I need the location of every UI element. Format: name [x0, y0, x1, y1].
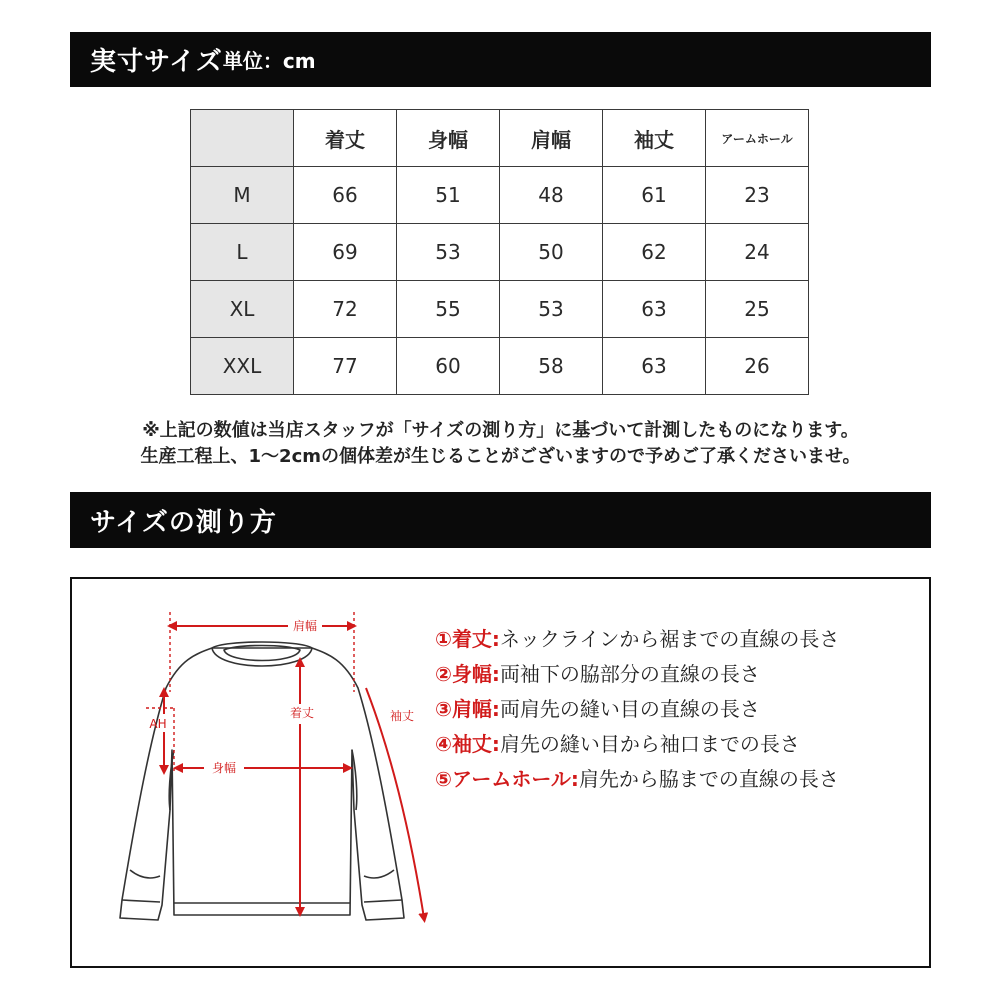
- column-header: アームホール: [706, 110, 809, 167]
- legend-item: [435, 622, 839, 657]
- legend-item: [435, 762, 839, 797]
- size-header-title: 実寸サイズ: [90, 47, 223, 77]
- legend-item: [435, 727, 839, 762]
- table-cell: 55: [397, 281, 500, 338]
- legend-desc: 両肩先の縫い目の直線の長さ: [499, 697, 760, 721]
- table-cell: 24: [706, 224, 809, 281]
- size-label: L: [191, 224, 294, 281]
- length-label: 着丈: [289, 706, 315, 720]
- column-header: 身幅: [397, 110, 500, 167]
- legend-number: ①: [435, 627, 452, 651]
- table-cell: 63: [603, 281, 706, 338]
- note-line-2: 生産工程上、1〜2cmの個体差が生じることがございますので予めご了承くださいませ。: [140, 446, 861, 467]
- table-row: [191, 338, 809, 395]
- size-label: XXL: [191, 338, 294, 395]
- column-header: 着丈: [294, 110, 397, 167]
- shoulder-width-label: 肩幅: [292, 619, 318, 633]
- legend-item: [435, 692, 839, 727]
- column-header: 袖丈: [603, 110, 706, 167]
- table-cell: 61: [603, 167, 706, 224]
- table-cell: 48: [500, 167, 603, 224]
- guide-lines: [146, 612, 354, 772]
- table-cell: 66: [294, 167, 397, 224]
- table-cell: 51: [397, 167, 500, 224]
- sweater-diagram: [100, 600, 440, 960]
- table-cell: 77: [294, 338, 397, 395]
- legend-number: ④: [435, 732, 452, 756]
- legend-number: ⑤: [435, 767, 452, 791]
- howto-header-banner: [70, 492, 931, 548]
- table-cell: 72: [294, 281, 397, 338]
- size-header-banner: [70, 32, 931, 87]
- sweater-outline: [120, 642, 404, 920]
- legend-key: 袖丈:: [451, 732, 500, 756]
- size-header-unit: 単位：cm: [222, 49, 316, 73]
- measurement-legend: [435, 622, 839, 797]
- column-header: 肩幅: [500, 110, 603, 167]
- armhole-label: AH: [149, 717, 167, 731]
- measurement-note: [70, 418, 931, 470]
- size-table-header-row: [191, 110, 809, 167]
- legend-key: アームホール:: [451, 767, 579, 791]
- body-width-label: 身幅: [211, 761, 237, 775]
- table-cell: 26: [706, 338, 809, 395]
- legend-key: 着丈:: [451, 627, 500, 651]
- table-cell: 69: [294, 224, 397, 281]
- legend-key: 肩幅:: [451, 697, 500, 721]
- legend-desc: 両袖下の脇部分の直線の長さ: [499, 662, 760, 686]
- size-table: [190, 109, 809, 395]
- legend-number: ③: [435, 697, 452, 721]
- table-row: [191, 281, 809, 338]
- table-row: [191, 224, 809, 281]
- legend-desc: 肩先から脇までの直線の長さ: [578, 767, 839, 791]
- table-cell: 62: [603, 224, 706, 281]
- table-cell: 60: [397, 338, 500, 395]
- table-cell: 63: [603, 338, 706, 395]
- size-label: M: [191, 167, 294, 224]
- table-cell: 25: [706, 281, 809, 338]
- legend-desc: ネックラインから裾までの直線の長さ: [499, 627, 840, 651]
- sleeve-length-label: 袖丈: [389, 709, 415, 723]
- table-cell: 58: [500, 338, 603, 395]
- table-corner-cell: [191, 110, 294, 167]
- legend-number: ②: [435, 662, 452, 686]
- table-row: [191, 167, 809, 224]
- measurement-arrows: [164, 626, 424, 918]
- table-cell: 53: [500, 281, 603, 338]
- size-label: XL: [191, 281, 294, 338]
- table-cell: 23: [706, 167, 809, 224]
- howto-header-title: サイズの測り方: [90, 507, 277, 538]
- table-cell: 50: [500, 224, 603, 281]
- note-line-1: ※上記の数値は当店スタッフが「サイズの測り方」に基づいて計測したものになります。: [142, 420, 859, 441]
- legend-item: [435, 657, 839, 692]
- legend-desc: 肩先の縫い目から袖口までの長さ: [499, 732, 800, 756]
- legend-key: 身幅:: [451, 662, 500, 686]
- table-cell: 53: [397, 224, 500, 281]
